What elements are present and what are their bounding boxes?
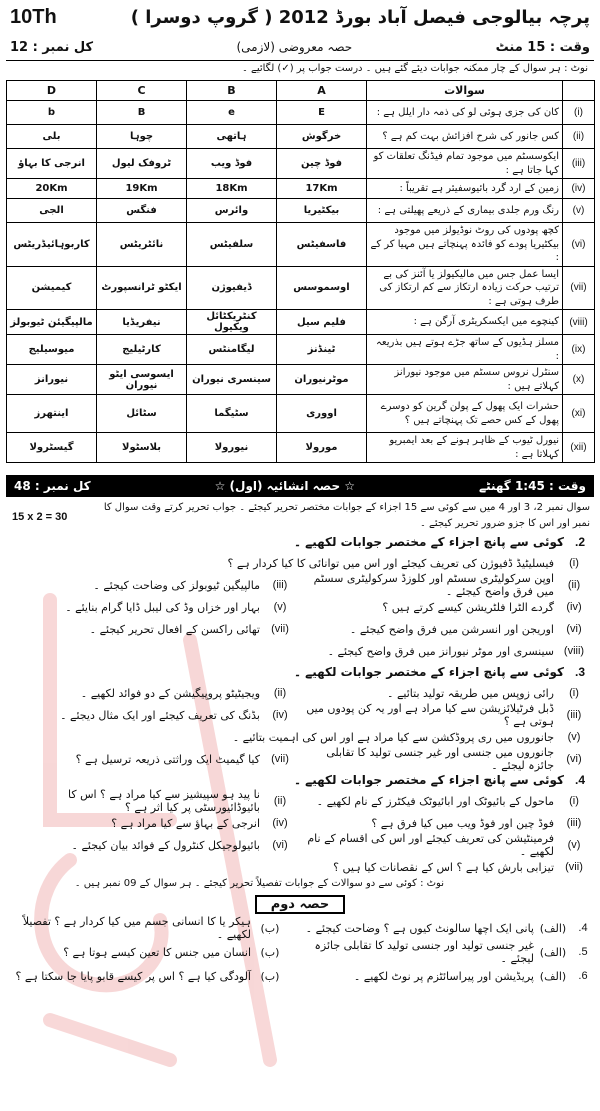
mcq-option-c[interactable]: 19Km [97, 179, 187, 199]
question-part [6, 623, 300, 636]
part-text: اوپن سرکولیٹری سسٹم اور کلوزڈ سرکولیٹری سسٹم میں فرق واضح کیجئے ۔ [313, 572, 554, 598]
part-text: انرجی کے بہاؤ سے کیا مراد ہے ؟ [111, 816, 260, 830]
long-question-row [6, 940, 594, 964]
question-part [300, 623, 594, 636]
part-b-tag: (ب) [260, 969, 280, 983]
part2-note: نوٹ : کوئی سے دو سوالات کے جوابات تفصیلاً تحریر کیجئے ۔ ہر سوال کے 09 نمبر ہیں ۔ [74, 878, 444, 889]
mcq-row [7, 433, 595, 463]
question-section [6, 662, 594, 770]
part-index: (i) [569, 795, 579, 807]
part-index: (v) [567, 731, 581, 743]
part-text: کیا گیمیٹ ایک وراثتی ذریعہ ترسیل ہے ؟ [75, 752, 260, 766]
mcq-number: (xii) [563, 433, 595, 463]
mcq-option-b[interactable]: کنٹریکٹائل ویکیول [187, 310, 277, 335]
mcq-header-b: B [187, 81, 277, 101]
part-text: نا پید ہو سپیشیز سے کیا مراد ہے ؟ اس کا بائیوڈائیورسٹی پر کیا اثر ہے ؟ [67, 788, 260, 814]
part-index: (vii) [271, 753, 289, 765]
part-index: (vii) [271, 623, 289, 635]
paper-header [6, 0, 594, 34]
part-a-tag: (الف) [539, 969, 567, 983]
part-text: تیزابی بارش کیا ہے ؟ اس کے نقصانات کیا ہیں ؟ [333, 860, 554, 874]
mcq-option-a[interactable]: 17Km [277, 179, 367, 199]
question-row [6, 618, 594, 640]
mcq-question: ایسا عمل جس میں مالیکیولز یا آئنز کی بے ترتیب حرکت زیادہ ارتکاز سے کم ارتکاز کی طرف ہوتی ہے : [367, 266, 563, 310]
mcq-number: (ix) [563, 335, 595, 365]
part-text: گردے الٹرا فلٹریشن کیسے کرتے ہیں ؟ [382, 600, 554, 614]
long-questions [6, 916, 594, 988]
part-text: تھائی راکسن کے افعال تحریر کیجئے ۔ [89, 622, 260, 636]
question-section [6, 770, 594, 878]
mcq-option-b[interactable]: نیورولا [187, 433, 277, 463]
question-number: 3. [574, 665, 586, 679]
mcq-option-b[interactable]: وائرس [187, 199, 277, 223]
part-text: فرمینٹیشن کی تعریف کیجئے اور اس کی اقسام کے نام لکھیے ۔ [307, 832, 554, 858]
mcq-row [7, 365, 595, 395]
part-text: فیسلیٹیڈ ڈفیوژن کی تعریف کیجئے اور اس میں توانائی کا کیا کردار ہے ؟ [227, 556, 554, 570]
part-text: بڈنگ کی تعریف کیجئے اور ایک مثال دیجئے ۔ [60, 708, 260, 722]
question-row [6, 682, 594, 704]
mcq-header-d: D [7, 81, 97, 101]
mcq-table [6, 80, 595, 463]
mcq-option-a[interactable]: ٹینڈنز [277, 335, 367, 365]
mcq-option-a[interactable]: بیکٹیریا [277, 199, 367, 223]
question-part [6, 687, 300, 700]
question-heading [6, 770, 594, 790]
mcq-number: (vi) [563, 223, 595, 267]
mcq-number: (ii) [563, 125, 595, 149]
mcq-number: (x) [563, 365, 595, 395]
long-question-row [6, 916, 594, 940]
mcq-option-c[interactable]: نائٹریٹس [97, 223, 187, 267]
subjective-time: وقت : 1:45 گھنٹے [479, 479, 586, 493]
part-index: (iii) [566, 709, 582, 721]
long-question-part-b [6, 946, 289, 959]
mcq-option-b[interactable]: ڈیفیوژن [187, 266, 277, 310]
question-heading-text: کوئی سے پانچ اجزاء کے مختصر جوابات لکھیے ۔ [293, 535, 564, 549]
long-question-number: 4. [578, 922, 588, 934]
part-text: اوریجن اور انسرشن میں فرق واضح کیجئے ۔ [349, 622, 554, 636]
mcq-option-c[interactable]: فنگس [97, 199, 187, 223]
question-part [300, 702, 594, 728]
subjective-header-bar [6, 475, 594, 497]
part-text: جانوروں میں جنسی اور غیر جنسی تولید کا تقابلی جائزہ لیجئے ۔ [326, 746, 554, 772]
part-index: (i) [569, 557, 579, 569]
part-index: (v) [273, 601, 287, 613]
part-index: (v) [567, 839, 581, 851]
mcq-question: نیورل ٹیوب کے ظاہر ہونے کے بعد ایمبریو کہلاتا ہے : [367, 433, 563, 463]
question-row [6, 640, 594, 662]
mcq-option-b[interactable]: لیگامنٹس [187, 335, 277, 365]
mcq-option-c[interactable]: سٹائل [97, 395, 187, 433]
short-questions [6, 532, 594, 878]
mcq-option-c[interactable]: بلاسٹولا [97, 433, 187, 463]
mcq-option-c[interactable]: ٹروفک لیول [97, 149, 187, 179]
question-row [6, 790, 594, 812]
question-row [6, 834, 594, 856]
objective-time: وقت : 15 منٹ [495, 39, 590, 55]
subjective-instruction [6, 497, 594, 532]
part-index: (vi) [272, 839, 288, 851]
part-b-tag: (ب) [260, 921, 280, 935]
question-part [300, 817, 594, 830]
mcq-option-a[interactable]: فلیم سیل [277, 310, 367, 335]
part-index: (vi) [566, 753, 582, 765]
part-index: (ii) [273, 687, 287, 699]
question-row [6, 726, 594, 748]
part-text: ویجیٹیٹو پروپیگیشن کے دو فوائد لکھیے ۔ [80, 686, 260, 700]
objective-note: نوٹ : ہر سوال کے چار ممکنہ جوابات دیئے گئے ہیں ۔ درست جواب پر (✓) لگائیے ۔ [6, 60, 594, 80]
question-part [6, 731, 594, 744]
mcq-option-d[interactable]: 20Km [7, 179, 97, 199]
mcq-option-c[interactable]: چوہا [97, 125, 187, 149]
mcq-header-number [563, 81, 595, 101]
mcq-option-a[interactable]: خرگوش [277, 125, 367, 149]
objective-info-row [6, 34, 594, 60]
mcq-option-b[interactable]: فوڈ ویب [187, 149, 277, 179]
mcq-option-d[interactable]: گیسٹرولا [7, 433, 97, 463]
part-b-text: آلودگی کیا ہے ؟ اس پر کیسے قابو پایا جا سکتا ہے ؟ [15, 969, 251, 983]
mcq-option-c[interactable]: نیفریڈیا [97, 310, 187, 335]
part-index: (ii) [567, 579, 581, 591]
mcq-option-b[interactable]: ہاتھی [187, 125, 277, 149]
question-row [6, 704, 594, 726]
part-index: (ii) [273, 795, 287, 807]
long-question-number: 5. [578, 946, 588, 958]
part-index: (iv) [272, 817, 288, 829]
part-text: مالپیگین ٹیوبولز کی وضاحت کیجئے ۔ [93, 578, 260, 592]
long-question-part-a [289, 922, 572, 935]
mcq-option-b[interactable]: سینسری نیوران [187, 365, 277, 395]
mcq-question: کچھ پودوں کی روٹ نوڈیولز میں موجود بیکٹیریا پودے کو فائدہ پہنچاتے ہیں مہیا کر کے : [367, 223, 563, 267]
question-heading-text: کوئی سے پانچ اجزاء کے مختصر جوابات لکھیے ۔ [293, 665, 564, 679]
mcq-option-a[interactable]: E [277, 101, 367, 125]
question-number: 2. [574, 535, 586, 549]
mcq-row [7, 395, 595, 433]
mcq-option-a[interactable]: مورولا [277, 433, 367, 463]
mcq-number: (iii) [563, 149, 595, 179]
mcq-header-a: A [277, 81, 367, 101]
subjective-section-title: ☆ حصہ انشائیہ (اول) ☆ [214, 479, 356, 493]
part-text: بہار اور خزاں وڈ کی لیبل ڈایا گرام بنایئے ۔ [65, 600, 260, 614]
mcq-option-d[interactable]: کاربوہائیڈریٹس [7, 223, 97, 267]
subjective-total-marks: کل نمبر : 48 [14, 479, 91, 493]
question-heading [6, 662, 594, 682]
mcq-row [7, 179, 595, 199]
part-index: (iv) [272, 709, 288, 721]
mcq-row [7, 223, 595, 267]
mcq-row [7, 149, 595, 179]
mcq-row [7, 101, 595, 125]
mcq-number: (v) [563, 199, 595, 223]
mcq-question: کان کی جزی ہوئی لو کی ذمہ دار ایلل ہے : [367, 101, 563, 125]
mcq-option-c[interactable]: کارٹیلیج [97, 335, 187, 365]
part-text: جانوروں میں ری پروڈکشن سے کیا مراد ہے اور اس کی اہمیت بتائیے ۔ [232, 730, 554, 744]
subjective-marks: 15 x 2 = 30 [12, 511, 68, 523]
question-part [300, 746, 594, 772]
mcq-number: (xi) [563, 395, 595, 433]
objective-section-title: حصہ معروضی (لازمی) [236, 40, 353, 54]
mcq-option-a[interactable]: فاسفیٹس [277, 223, 367, 267]
subjective-instruction-text: سوال نمبر 2، 3 اور 4 میں سے کوئی سے 15 اجزاء کے جوابات مختصر تحریر کیجئے ۔ جواب تحریر کرتے وقت سوال کا نمبر اور اس کا جزو ضرور تحریر کیجئے ۔ [103, 502, 590, 529]
question-row [6, 596, 594, 618]
part-a-text: پانی ایک اچھا سالونٹ کیوں ہے ؟ وضاحت کیجئے ۔ [305, 921, 534, 935]
part-text: بائیولوجیکل کنٹرول کے فوائد بیان کیجئے ۔ [71, 838, 260, 852]
part-a-tag: (الف) [539, 921, 567, 935]
part-a-text: غیر جنسی تولید اور جنسی تولید کا تقابلی جائزہ لیجئے ۔ [314, 939, 534, 965]
question-row [6, 574, 594, 596]
mcq-option-c[interactable]: ایسوسی ایٹو نیوران [97, 365, 187, 395]
mcq-row [7, 310, 595, 335]
mcq-option-a[interactable]: فوڈ چین [277, 149, 367, 179]
question-heading-text: کوئی سے پانچ اجزاء کے مختصر جوابات لکھیے ۔ [293, 773, 564, 787]
mcq-row [7, 335, 595, 365]
part2-title: حصہ دوم [255, 895, 346, 914]
part-index: (iii) [272, 579, 288, 591]
question-part [6, 753, 300, 766]
mcq-question: مسلز ہڈیوں کے ساتھ جڑے ہوتے ہیں بذریعہ : [367, 335, 563, 365]
question-part [300, 832, 594, 858]
mcq-header-question: سوالات [367, 81, 563, 101]
mcq-question: کس جانور کی شرح افزائش بہت کم ہے ؟ [367, 125, 563, 149]
part-index: (iv) [566, 601, 582, 613]
mcq-option-d[interactable]: میوسیلیج [7, 335, 97, 365]
question-part [6, 709, 300, 722]
mcq-option-d[interactable]: الجی [7, 199, 97, 223]
long-question-part-a [289, 939, 572, 965]
mcq-option-b[interactable]: e [187, 101, 277, 125]
question-part [6, 839, 300, 852]
part-b-tag: (ب) [260, 945, 280, 959]
mcq-option-a[interactable]: اوسموسس [277, 266, 367, 310]
mcq-option-d[interactable]: کیمیشن [7, 266, 97, 310]
mcq-option-c[interactable]: ایکٹو ٹرانسپورٹ [97, 266, 187, 310]
mcq-question: زمین کے ارد گرد بائیوسفیئر ہے تقریباً : [367, 179, 563, 199]
question-part [6, 579, 300, 592]
part-text: فوڈ چین اور فوڈ ویب میں کیا فرق ہے ؟ [371, 816, 554, 830]
part-index: (viii) [563, 645, 585, 657]
part-index: (i) [569, 687, 579, 699]
part-text: سینسری اور موٹر نیورانز میں فرق واضح کیجئے ۔ [327, 644, 554, 658]
question-row [6, 812, 594, 834]
question-part [6, 557, 594, 570]
question-part [300, 795, 594, 808]
mcq-row [7, 125, 595, 149]
question-row [6, 856, 594, 878]
mcq-option-d[interactable]: نیورانز [7, 365, 97, 395]
part-text: رائی زوپس میں طریقہ تولید بتائیے ۔ [387, 686, 554, 700]
mcq-option-a[interactable]: اووری [277, 395, 367, 433]
question-part [6, 861, 594, 874]
question-heading [6, 532, 594, 552]
question-row [6, 552, 594, 574]
question-part [6, 817, 300, 830]
part-a-text: پریڈیشن اور پیراسائٹزم پر نوٹ لکھیے ۔ [353, 969, 534, 983]
long-question-part-a [289, 970, 572, 983]
part-b-text: ہیکر یا کا انسانی جسم میں کیا کردار ہے ؟ تفصیلاً لکھیے ۔ [22, 915, 251, 941]
part2-heading [6, 892, 594, 916]
question-part [300, 687, 594, 700]
mcq-number: (vii) [563, 266, 595, 310]
part-index: (vii) [565, 861, 583, 873]
mcq-row [7, 199, 595, 223]
mcq-header-row [7, 81, 595, 101]
mcq-option-d[interactable]: اینتھرز [7, 395, 97, 433]
part-b-text: انسان میں جنس کا تعین کیسے ہوتا ہے ؟ [63, 945, 251, 959]
mcq-header-c: C [97, 81, 187, 101]
mcq-number: (i) [563, 101, 595, 125]
mcq-option-b[interactable]: سلفیٹس [187, 223, 277, 267]
mcq-number: (viii) [563, 310, 595, 335]
question-part [6, 645, 594, 658]
part-a-tag: (الف) [539, 945, 567, 959]
long-question-row [6, 964, 594, 988]
question-number: 4. [574, 773, 586, 787]
part-text: ڈبل فرٹیلائزیشن سے کیا مراد ہے اور یہ کن پودوں میں ہوتی ہے ؟ [306, 702, 554, 728]
grade-label: 10Th [10, 5, 57, 28]
mcq-number: (iv) [563, 179, 595, 199]
question-part [300, 601, 594, 614]
mcq-option-d[interactable]: مالپیگیئن ٹیوبولز [7, 310, 97, 335]
mcq-option-c[interactable]: B [97, 101, 187, 125]
objective-total-marks: کل نمبر : 12 [10, 39, 94, 55]
long-question-part-b [6, 970, 289, 983]
part-index: (iii) [566, 817, 582, 829]
mcq-question: حشرات ایک پھول کے پولن گرین کو دوسرے پھول کے کس حصے تک پہنچاتے ہیں ؟ [367, 395, 563, 433]
long-question-part-b [6, 915, 289, 941]
long-question-number: 6. [578, 970, 588, 982]
mcq-question: کینچوے میں ایکسکریٹری آرگن ہے : [367, 310, 563, 335]
mcq-option-d[interactable]: b [7, 101, 97, 125]
part-index: (vi) [566, 623, 582, 635]
mcq-option-d[interactable]: انرجی کا بہاؤ [7, 149, 97, 179]
question-section [6, 532, 594, 662]
question-part [6, 601, 300, 614]
part-text: ماحول کے بائیوٹک اور ابائیوٹک فیکٹرز کے نام لکھیے ۔ [316, 794, 554, 808]
question-part [300, 572, 594, 598]
paper-title: پرچہ بیالوجی فیصل آباد بورڈ 2012 ( گروپ دوسرا ) [130, 6, 590, 28]
mcq-option-d[interactable]: بلی [7, 125, 97, 149]
mcq-row [7, 266, 595, 310]
question-part [6, 788, 300, 814]
mcq-option-b[interactable]: 18Km [187, 179, 277, 199]
mcq-question: سنٹرل نروس سسٹم میں موجود نیورانز کہلاتے ہیں : [367, 365, 563, 395]
question-row [6, 748, 594, 770]
mcq-question: رنگ ورم جلدی بیماری کے ذریعے پھیلتی ہے : [367, 199, 563, 223]
mcq-option-a[interactable]: موٹرنیوران [277, 365, 367, 395]
mcq-question: ایکوسسٹم میں موجود تمام فیڈنگ تعلقات کو کہا جاتا ہے : [367, 149, 563, 179]
mcq-option-b[interactable]: سٹیگما [187, 395, 277, 433]
